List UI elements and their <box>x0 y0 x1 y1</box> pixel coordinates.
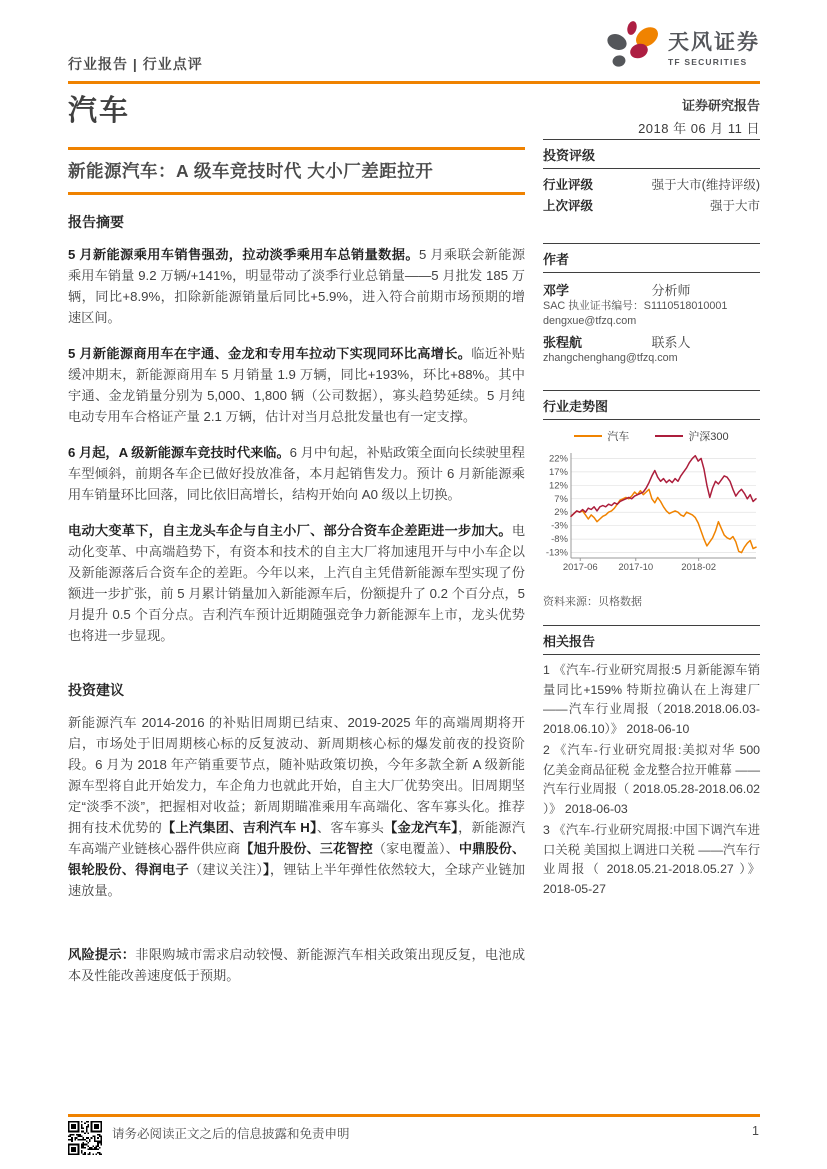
author-role: 分析师 <box>651 283 691 298</box>
page-number: 1 <box>752 1124 759 1138</box>
svg-text:2017-06: 2017-06 <box>562 562 598 573</box>
risk-paragraph: 风险提示：非限购城市需求启动较慢、新能源汽车相关政策出现反复，电池成本及性能改善速度低于预期。 <box>68 947 526 983</box>
brand-name-en: TF SECURITIES <box>668 56 748 67</box>
author-name: 邓学 <box>543 283 570 298</box>
rating-label: 行业评级 <box>543 178 594 192</box>
author-email: dengxue@tfzq.com <box>543 315 637 327</box>
industry-trend-chart <box>543 420 760 609</box>
author-row <box>543 282 760 299</box>
rating-value: 强于大市(维持评级) <box>651 178 760 192</box>
svg-text:2%: 2% <box>554 507 568 519</box>
footer-divider <box>68 1114 760 1117</box>
advice-heading: 投资建议 <box>68 682 124 698</box>
related-heading: 相关报告 <box>543 626 760 655</box>
summary-paragraph: 电动大变革下，自主龙头车企与自主小厂、部分合资车企差距进一步加大。电动化变革、中高端趋势下，有资本和技术的自主大厂将加速甩开与中小车企以及新能源落后合资车企的差距。今年以来，上汽自主凭借新能源车型实现了份额进一步扩张，前 5 月累计销量加入新能源车后，份额提升了 0.2 个百分点，5 月提升 0.5 个百分点。吉利汽车预计近期随强竞争力新能源车上市，龙头优势也将进一步显现。 <box>68 523 525 643</box>
author-name: 张程航 <box>543 335 583 350</box>
related-report-item: 2 《汽车-行业研究周报:美拟对华 500 亿美金商品征税 金龙整合拉开帷幕 ——汽车行业周报（ 2018.05.28-2018.06.02 ）》 2018-06-03 <box>543 743 760 816</box>
rating-row <box>543 175 760 196</box>
qr-code-icon <box>68 1121 102 1155</box>
related-report-item: 3 《汽车-行业研究周报:中国下调汽车进口关税 美国拟上调进口关税 ——汽车行业周报（ 2018.05.21-2018.05.27 ）》 2018-05-27 <box>543 823 760 896</box>
related-report-item: 1 《汽车-行业研究周报:5 月新能源车销量同比+159% 特斯拉确认在上海建厂 ——汽车行业周报（2018.2018.06.03-2018.06.10）》 2018-06-10 <box>543 663 760 736</box>
related-reports-section <box>543 625 760 899</box>
brand-logo <box>606 20 760 72</box>
author-role: 联系人 <box>651 335 691 350</box>
doc-type-label: 证券研究报告 <box>681 98 760 113</box>
summary-paragraph: 5 月新能源乘用车销售强劲，拉动淡季乘用车总销量数据。5 月乘联会新能源乘用车销量 9.2 万辆/+141%，明显带动了淡季行业总销量——5 月批发 185 万辆，同比+8.9%，扣除新能源销量后同比+5.9%，进入符合前期市场预期的增速区间。 <box>68 247 526 325</box>
sidebar <box>543 139 760 915</box>
legend-line-swatch <box>574 435 602 437</box>
svg-text:-8%: -8% <box>551 534 568 546</box>
rating-section <box>543 139 760 227</box>
rating-value: 强于大市 <box>709 199 760 213</box>
legend-label: 汽车 <box>607 431 630 443</box>
svg-text:17%: 17% <box>548 466 568 478</box>
svg-text:7%: 7% <box>554 493 568 505</box>
advice-paragraph: 新能源汽车 2014-2016 的补贴旧周期已结束、2019-2025 年的高端周期将开启，市场处于旧周期核心标的反复波动、新周期核心标的爆发前夜的投资阶段。6 月为 2018 年产销重要节点，随补贴政策切换，今年多款全新 A 级新能源车型将自此开始发力，车企角力也就此开始，自主大厂优势突出。旧周期坚定“淡季不淡”，把握相对收益；新周期瞄准乘用车高端化、客车寡头化。推荐拥有技术优势的【上汽集团、吉利汽车 H】、客车寡头【金龙汽车】，新能源汽车高端产业链核心器件供应商【旭升股份、三花智控（家电覆盖）、中鼎股份、银轮股份、得润电子（建议关注）】，锂钴上半年弹性依然较大，全球产业链加速放量。 <box>68 715 526 898</box>
rating-heading: 投资评级 <box>543 140 760 169</box>
report-type-tag: 行业报告 | 行业点评 <box>68 56 203 72</box>
svg-text:2018-02: 2018-02 <box>681 562 717 573</box>
report-headline: 新能源汽车：A 级车竞技时代 大小厂差距拉开 <box>68 147 525 195</box>
author-cert: SAC 执业证书编号：S1110518010001 <box>543 300 728 312</box>
legend-item-csi300 <box>655 428 728 444</box>
page-title: 汽车 <box>68 95 131 127</box>
author-row <box>543 334 760 351</box>
svg-text:12%: 12% <box>548 480 568 492</box>
doc-date: 2018 年 06 月 11 日 <box>638 121 760 136</box>
header-divider <box>68 81 760 84</box>
chart-source: 资料来源：贝格数据 <box>543 596 642 608</box>
legend-label: 沪深300 <box>688 431 729 443</box>
legend-line-swatch <box>655 435 683 437</box>
tf-flower-icon <box>606 20 660 72</box>
brand-name-cn: 天风证券 <box>668 30 760 54</box>
svg-text:22%: 22% <box>548 453 568 465</box>
summary-heading: 报告摘要 <box>68 214 124 230</box>
rating-label: 上次评级 <box>543 199 594 213</box>
svg-text:2017-10: 2017-10 <box>618 562 654 573</box>
footer-disclaimer: 请务必阅读正文之后的信息披露和免责申明 <box>112 1127 350 1141</box>
legend-item-auto <box>574 428 629 444</box>
author-email: zhangchenghang@tfzq.com <box>543 352 678 364</box>
rating-row <box>543 196 760 217</box>
summary-paragraph: 5 月新能源商用车在宇通、金龙和专用车拉动下实现同环比高增长。临近补贴缓冲期末，新能源商用车 5 月销量 1.9 万辆，同比+193%，环比+88%。其中宇通、金龙销量分别为 5,000、1,800 辆（公司数据），寡头趋势延续。5 月纯电动专用车合格证产量 2.1 万辆，估计对当月总批发量也有一定支撑。 <box>68 346 525 424</box>
chart-legend <box>543 428 760 444</box>
authors-heading: 作者 <box>543 244 760 273</box>
trend-heading: 行业走势图 <box>543 391 760 420</box>
svg-text:-3%: -3% <box>551 520 568 532</box>
main-content <box>68 147 525 1001</box>
svg-text:-13%: -13% <box>545 547 568 559</box>
trend-line-chart <box>543 448 760 574</box>
industry-trend-section <box>543 390 760 609</box>
summary-paragraph: 6 月起，A 级新能源车竞技时代来临。6 月中旬起，补贴政策全面向长续驶里程车型倾斜，前期各车企已做好投放准备，本月起销售发力。预计 6 月新能源乘用车销量环比回落，同比依旧高增长，结构开始向 A0 级以上切换。 <box>68 445 525 502</box>
authors-section <box>543 243 760 374</box>
